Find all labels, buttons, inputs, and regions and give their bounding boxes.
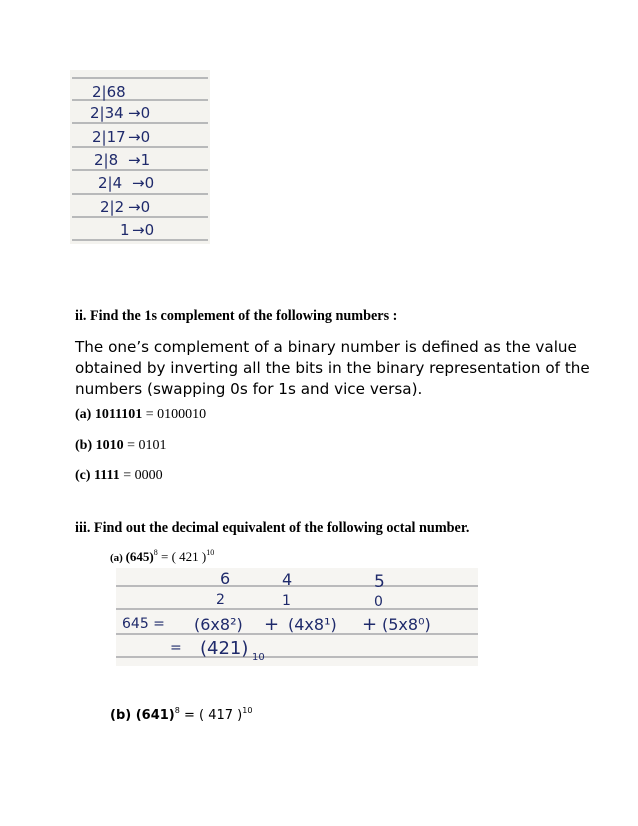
octal-item-a xyxy=(110,548,214,565)
hw-power-2: 2 xyxy=(216,592,225,608)
hw-power-0: 0 xyxy=(374,594,383,610)
div-rem-2: →0 xyxy=(128,104,151,122)
octal-item-b-equals: = ( 417 ) xyxy=(179,708,243,723)
section-ii-para-line-1: The one’s complement of a binary number is defined as the value xyxy=(75,338,577,356)
div-row-7: 1 xyxy=(120,221,130,239)
division-work-photo xyxy=(70,70,210,244)
octal-item-a-base-from: 8 xyxy=(153,548,158,557)
div-rem-3: →0 xyxy=(128,128,151,146)
div-rem-5: →0 xyxy=(132,174,155,192)
hw-term-1: (6x8²) xyxy=(194,615,243,634)
div-rem-6: →0 xyxy=(128,198,151,216)
division-work-drawing xyxy=(70,70,210,244)
octal-item-b-prefix: (b) xyxy=(110,708,136,723)
octal-item-b-number: (641) xyxy=(135,708,175,723)
octal-item-a-number: (645) xyxy=(125,549,154,564)
section-ii-para-line-2: obtained by inverting all the bits in the binary representation of the xyxy=(75,359,590,377)
complement-item-a-answer: = 0100010 xyxy=(142,407,207,422)
hw-digit-4: 4 xyxy=(282,570,293,589)
hw-term-2: (4x8¹) xyxy=(288,615,337,634)
hw-power-1: 1 xyxy=(282,593,291,609)
hw-term-3: (5x8⁰) xyxy=(382,615,431,634)
complement-item-b-answer: = 0101 xyxy=(123,438,167,453)
complement-item-c xyxy=(75,468,163,484)
section-ii-heading: ii. Find the 1s complement of the following numbers : xyxy=(75,308,398,324)
complement-item-b-label: (b) 1010 xyxy=(75,438,124,453)
octal-item-b xyxy=(110,706,252,723)
div-rem-7: →0 xyxy=(132,221,155,239)
hw-plus-1: + xyxy=(264,614,280,635)
octal-expansion-drawing xyxy=(116,568,478,666)
octal-item-a-base-to: 10 xyxy=(206,548,215,557)
section-ii-para-line-3: numbers (swapping 0s for 1s and vice versa). xyxy=(75,380,423,398)
hw-digit-6: 6 xyxy=(220,569,231,588)
octal-expansion-photo xyxy=(116,568,478,666)
hw-digit-5: 5 xyxy=(374,572,385,592)
div-row-1: 2|68 xyxy=(92,83,126,101)
complement-item-a xyxy=(75,407,206,423)
hw-result-base: 10 xyxy=(252,652,265,663)
octal-item-b-base-to: 10 xyxy=(242,706,253,715)
hw-plus-2: + xyxy=(362,614,378,635)
hw-result: (421) xyxy=(200,638,249,659)
octal-item-a-equals: = ( 421 ) xyxy=(157,549,207,564)
complement-item-a-label: (a) 1011101 xyxy=(75,407,143,422)
section-iii-heading: iii. Find out the decimal equivalent of the following octal number. xyxy=(75,520,470,536)
complement-item-b xyxy=(75,438,167,454)
div-row-6: 2|2 xyxy=(100,198,125,216)
octal-item-a-prefix: (a) xyxy=(110,552,126,564)
complement-item-c-label: (c) 1111 xyxy=(75,468,120,483)
octal-item-b-base-from: 8 xyxy=(174,706,180,715)
div-row-4: 2|8 xyxy=(94,151,119,169)
div-row-5: 2|4 xyxy=(98,174,123,192)
div-row-2: 2|34 xyxy=(90,104,124,122)
div-row-3: 2|17 xyxy=(92,128,126,146)
hw-result-eq: = xyxy=(170,640,182,656)
div-rem-4: →1 xyxy=(128,151,151,169)
hw-expansion-label: 645 = xyxy=(122,616,165,632)
complement-item-c-answer: = 0000 xyxy=(119,468,163,483)
